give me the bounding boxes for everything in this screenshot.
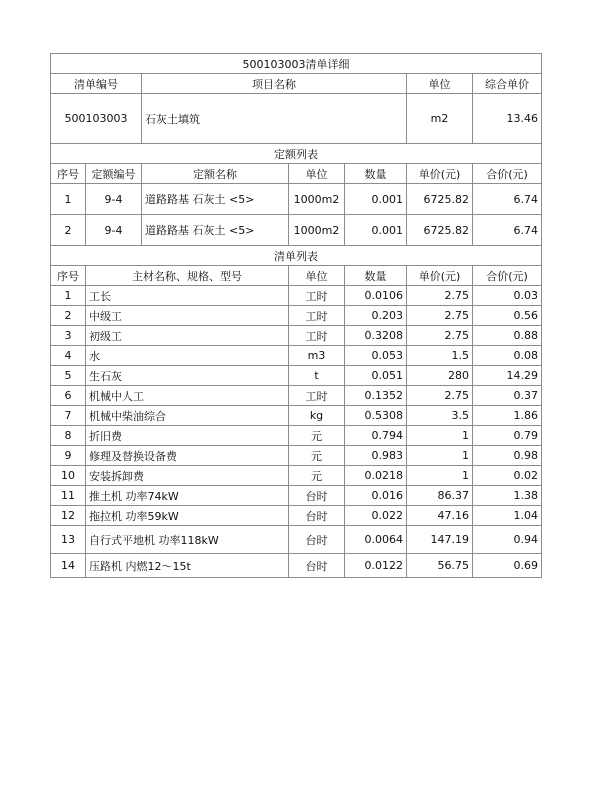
material-seq: 14 bbox=[51, 554, 86, 578]
quota-unit-header: 单位 bbox=[289, 164, 345, 184]
material-qty: 0.022 bbox=[345, 506, 407, 526]
bill-unit: m2 bbox=[407, 94, 473, 144]
bill-price-header: 综合单价 bbox=[473, 74, 542, 94]
material-unit: 台时 bbox=[289, 526, 345, 554]
material-unit: 工时 bbox=[289, 286, 345, 306]
material-name: 拖拉机 功率59kW bbox=[86, 506, 289, 526]
material-total: 1.38 bbox=[473, 486, 542, 506]
material-row bbox=[51, 286, 542, 306]
material-seq: 13 bbox=[51, 526, 86, 554]
material-total: 0.02 bbox=[473, 466, 542, 486]
material-total: 1.86 bbox=[473, 406, 542, 426]
material-qty: 0.0122 bbox=[345, 554, 407, 578]
material-qty: 0.0106 bbox=[345, 286, 407, 306]
quota-header-row bbox=[51, 164, 542, 184]
material-price: 1 bbox=[407, 426, 473, 446]
quota-section-row bbox=[51, 144, 542, 164]
material-qty: 0.983 bbox=[345, 446, 407, 466]
bill-name-header: 项目名称 bbox=[142, 74, 407, 94]
quota-qty: 0.001 bbox=[345, 215, 407, 246]
quota-total-header: 合价(元) bbox=[473, 164, 542, 184]
quota-total: 6.74 bbox=[473, 215, 542, 246]
material-qty: 0.203 bbox=[345, 306, 407, 326]
material-qty: 0.3208 bbox=[345, 326, 407, 346]
quota-code: 9-4 bbox=[86, 215, 142, 246]
material-total: 0.88 bbox=[473, 326, 542, 346]
material-seq: 6 bbox=[51, 386, 86, 406]
material-total: 0.08 bbox=[473, 346, 542, 366]
bill-code: 500103003 bbox=[51, 94, 142, 144]
material-qty: 0.051 bbox=[345, 366, 407, 386]
material-seq-header: 序号 bbox=[51, 266, 86, 286]
material-seq: 10 bbox=[51, 466, 86, 486]
material-total: 0.37 bbox=[473, 386, 542, 406]
quota-seq: 1 bbox=[51, 184, 86, 215]
material-name: 机械中柴油综合 bbox=[86, 406, 289, 426]
material-unit: m3 bbox=[289, 346, 345, 366]
material-seq: 2 bbox=[51, 306, 86, 326]
quota-name: 道路路基 石灰土 <5> bbox=[142, 184, 289, 215]
quota-seq: 2 bbox=[51, 215, 86, 246]
title-row bbox=[51, 54, 542, 74]
material-unit: 元 bbox=[289, 446, 345, 466]
material-name: 修理及替换设备费 bbox=[86, 446, 289, 466]
material-total-header: 合价(元) bbox=[473, 266, 542, 286]
material-name: 中级工 bbox=[86, 306, 289, 326]
material-name: 安装拆卸费 bbox=[86, 466, 289, 486]
material-row bbox=[51, 386, 542, 406]
material-seq: 3 bbox=[51, 326, 86, 346]
quota-unit: 1000m2 bbox=[289, 184, 345, 215]
material-row bbox=[51, 366, 542, 386]
material-total: 0.69 bbox=[473, 554, 542, 578]
material-row bbox=[51, 526, 542, 554]
material-name: 自行式平地机 功率118kW bbox=[86, 526, 289, 554]
material-row bbox=[51, 406, 542, 426]
material-unit: kg bbox=[289, 406, 345, 426]
quota-qty: 0.001 bbox=[345, 184, 407, 215]
quota-price-header: 单价(元) bbox=[407, 164, 473, 184]
material-qty: 0.053 bbox=[345, 346, 407, 366]
material-row bbox=[51, 426, 542, 446]
quota-row bbox=[51, 184, 542, 215]
material-name: 生石灰 bbox=[86, 366, 289, 386]
material-price: 47.16 bbox=[407, 506, 473, 526]
material-section-title: 清单列表 bbox=[51, 246, 542, 266]
material-price: 2.75 bbox=[407, 306, 473, 326]
quota-name: 道路路基 石灰土 <5> bbox=[142, 215, 289, 246]
material-unit: 元 bbox=[289, 426, 345, 446]
material-seq: 9 bbox=[51, 446, 86, 466]
material-name: 压路机 内燃12～15t bbox=[86, 554, 289, 578]
quota-section-title: 定额列表 bbox=[51, 144, 542, 164]
material-total: 0.94 bbox=[473, 526, 542, 554]
quota-price: 6725.82 bbox=[407, 215, 473, 246]
material-price: 1 bbox=[407, 466, 473, 486]
material-name: 水 bbox=[86, 346, 289, 366]
quota-seq-header: 序号 bbox=[51, 164, 86, 184]
material-price: 1.5 bbox=[407, 346, 473, 366]
material-price: 2.75 bbox=[407, 326, 473, 346]
material-unit: 台时 bbox=[289, 554, 345, 578]
material-name: 工长 bbox=[86, 286, 289, 306]
material-seq: 8 bbox=[51, 426, 86, 446]
material-seq: 11 bbox=[51, 486, 86, 506]
material-name: 机械中人工 bbox=[86, 386, 289, 406]
material-row bbox=[51, 486, 542, 506]
bill-header-row bbox=[51, 74, 542, 94]
bill-name: 石灰土填筑 bbox=[142, 94, 407, 144]
material-row bbox=[51, 554, 542, 578]
material-unit: 工时 bbox=[289, 306, 345, 326]
material-unit: 台时 bbox=[289, 486, 345, 506]
material-qty: 0.016 bbox=[345, 486, 407, 506]
material-seq: 12 bbox=[51, 506, 86, 526]
material-total: 0.56 bbox=[473, 306, 542, 326]
material-header-row bbox=[51, 266, 542, 286]
material-seq: 1 bbox=[51, 286, 86, 306]
material-total: 0.03 bbox=[473, 286, 542, 306]
material-unit: 工时 bbox=[289, 386, 345, 406]
bill-detail-table bbox=[50, 53, 542, 578]
material-price: 147.19 bbox=[407, 526, 473, 554]
material-qty-header: 数量 bbox=[345, 266, 407, 286]
material-seq: 7 bbox=[51, 406, 86, 426]
material-price-header: 单价(元) bbox=[407, 266, 473, 286]
material-price: 3.5 bbox=[407, 406, 473, 426]
material-row bbox=[51, 446, 542, 466]
material-seq: 5 bbox=[51, 366, 86, 386]
material-section-row bbox=[51, 246, 542, 266]
material-total: 14.29 bbox=[473, 366, 542, 386]
quota-unit: 1000m2 bbox=[289, 215, 345, 246]
material-row bbox=[51, 506, 542, 526]
material-unit: 工时 bbox=[289, 326, 345, 346]
material-price: 56.75 bbox=[407, 554, 473, 578]
material-unit: 元 bbox=[289, 466, 345, 486]
material-row bbox=[51, 326, 542, 346]
quota-name-header: 定额名称 bbox=[142, 164, 289, 184]
bill-code-header: 清单编号 bbox=[51, 74, 142, 94]
material-price: 1 bbox=[407, 446, 473, 466]
material-unit: t bbox=[289, 366, 345, 386]
material-unit: 台时 bbox=[289, 506, 345, 526]
material-qty: 0.794 bbox=[345, 426, 407, 446]
quota-price: 6725.82 bbox=[407, 184, 473, 215]
quota-qty-header: 数量 bbox=[345, 164, 407, 184]
material-seq: 4 bbox=[51, 346, 86, 366]
material-price: 86.37 bbox=[407, 486, 473, 506]
material-name: 初级工 bbox=[86, 326, 289, 346]
material-name: 折旧费 bbox=[86, 426, 289, 446]
material-row bbox=[51, 466, 542, 486]
material-price: 280 bbox=[407, 366, 473, 386]
bill-row bbox=[51, 94, 542, 144]
quota-code: 9-4 bbox=[86, 184, 142, 215]
material-unit-header: 单位 bbox=[289, 266, 345, 286]
material-qty: 0.1352 bbox=[345, 386, 407, 406]
quota-total: 6.74 bbox=[473, 184, 542, 215]
quota-row bbox=[51, 215, 542, 246]
material-name: 推土机 功率74kW bbox=[86, 486, 289, 506]
material-total: 0.79 bbox=[473, 426, 542, 446]
bill-price: 13.46 bbox=[473, 94, 542, 144]
material-name-header: 主材名称、规格、型号 bbox=[86, 266, 289, 286]
material-total: 0.98 bbox=[473, 446, 542, 466]
material-price: 2.75 bbox=[407, 286, 473, 306]
quota-code-header: 定额编号 bbox=[86, 164, 142, 184]
bill-unit-header: 单位 bbox=[407, 74, 473, 94]
table-title: 500103003清单详细 bbox=[51, 54, 542, 74]
material-total: 1.04 bbox=[473, 506, 542, 526]
material-qty: 0.0218 bbox=[345, 466, 407, 486]
material-qty: 0.0064 bbox=[345, 526, 407, 554]
material-qty: 0.5308 bbox=[345, 406, 407, 426]
material-row bbox=[51, 306, 542, 326]
material-price: 2.75 bbox=[407, 386, 473, 406]
material-row bbox=[51, 346, 542, 366]
